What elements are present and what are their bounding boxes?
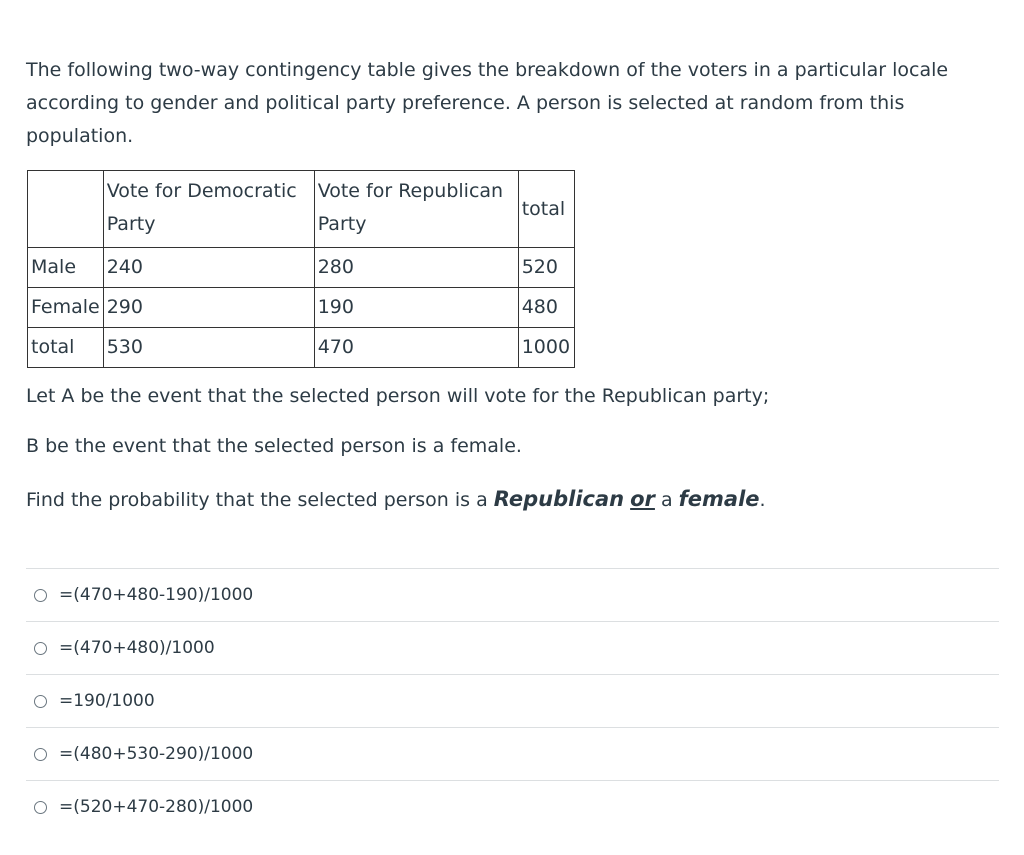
table-row bbox=[28, 328, 575, 368]
event-b-text: B be the event that the selected person is a female. bbox=[26, 435, 522, 457]
table-cell: 470 bbox=[314, 328, 518, 368]
table-cell: 280 bbox=[314, 248, 518, 288]
table-cell: total bbox=[28, 328, 104, 368]
radio-icon[interactable] bbox=[34, 589, 47, 602]
table-cell: Male bbox=[28, 248, 104, 288]
prompt-end: . bbox=[759, 489, 766, 511]
table-header-cell: Vote for Democratic Party bbox=[103, 171, 314, 248]
table-header-cell bbox=[28, 171, 104, 248]
answer-option-3[interactable] bbox=[26, 674, 999, 727]
table-header-cell: Vote for Republican Party bbox=[314, 171, 518, 248]
answer-label[interactable]: =(480+530-290)/1000 bbox=[59, 744, 254, 764]
table-cell: 530 bbox=[103, 328, 314, 368]
answer-option-2[interactable] bbox=[26, 621, 999, 674]
answer-option-4[interactable] bbox=[26, 727, 999, 780]
prompt-or: or bbox=[630, 487, 655, 511]
answer-option-5[interactable] bbox=[26, 780, 999, 833]
event-a-text: Let A be the event that the selected person will vote for the Republican party; bbox=[26, 385, 770, 407]
radio-icon[interactable] bbox=[34, 695, 47, 708]
table-cell: 240 bbox=[103, 248, 314, 288]
question-prompt bbox=[26, 487, 766, 511]
prompt-republican: Republican bbox=[493, 487, 625, 511]
table-cell: 1000 bbox=[518, 328, 574, 368]
prompt-start: Find the probability that the selected person is a bbox=[26, 489, 494, 511]
radio-icon[interactable] bbox=[34, 642, 47, 655]
answer-label[interactable]: =(520+470-280)/1000 bbox=[59, 797, 254, 817]
table-header-cell: total bbox=[518, 171, 574, 248]
table-cell: 190 bbox=[314, 288, 518, 328]
table-row bbox=[28, 248, 575, 288]
answer-label[interactable]: =(470+480-190)/1000 bbox=[59, 585, 254, 605]
radio-icon[interactable] bbox=[34, 748, 47, 761]
question-intro: The following two-way contingency table gives the breakdown of the voters in a particular locale according to gender and political party preference. A person is selected at random from this population. bbox=[26, 59, 949, 147]
table-cell: 290 bbox=[103, 288, 314, 328]
prompt-a: a bbox=[654, 489, 679, 511]
table-header-row bbox=[28, 171, 575, 248]
answer-label[interactable]: =190/1000 bbox=[59, 691, 155, 711]
radio-icon[interactable] bbox=[34, 801, 47, 814]
table-cell: Female bbox=[28, 288, 104, 328]
table-row bbox=[28, 288, 575, 328]
answer-label[interactable]: =(470+480)/1000 bbox=[59, 638, 215, 658]
prompt-female: female bbox=[678, 487, 760, 511]
answer-options bbox=[26, 568, 999, 833]
contingency-table bbox=[27, 170, 575, 368]
table-cell: 520 bbox=[518, 248, 574, 288]
answer-option-1[interactable] bbox=[26, 568, 999, 621]
table-cell: 480 bbox=[518, 288, 574, 328]
